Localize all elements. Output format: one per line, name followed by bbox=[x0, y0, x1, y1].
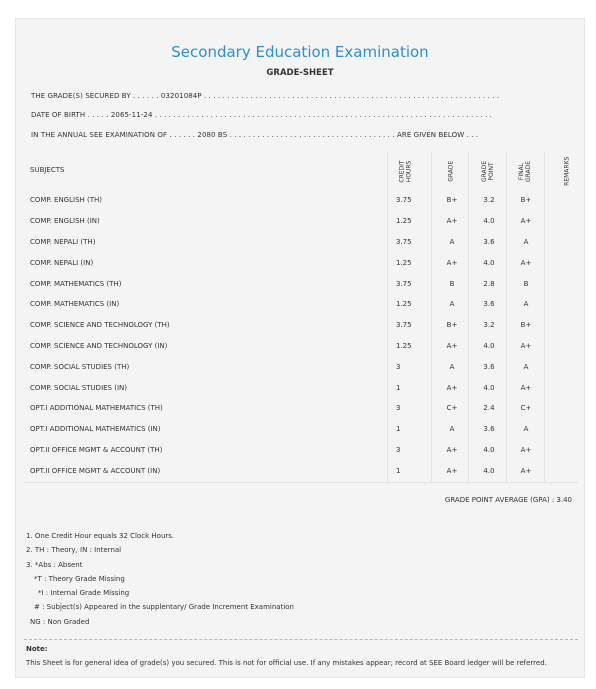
page-title: Secondary Education Examination bbox=[171, 43, 429, 61]
credit-hours-cell: 3.75 bbox=[396, 196, 412, 205]
notes-list bbox=[26, 529, 294, 629]
table-row bbox=[24, 252, 578, 273]
grade-cell: A+ bbox=[446, 341, 458, 350]
header-credit-hours-cell bbox=[399, 154, 413, 188]
symbol-number-line: THE GRADE(S) SECURED BY . . . . . . 03201084P . . . . . . . . . . . . . . . . . . . . . . . . . . . . . . . . . . . . . . . . . . . . . . . . . . . . . . . . . . . . . . . . bbox=[31, 92, 500, 100]
final-grade-cell: A bbox=[523, 300, 529, 309]
grade-cell: B+ bbox=[446, 196, 458, 205]
table-row bbox=[24, 419, 578, 440]
final-grade-cell: A bbox=[523, 425, 529, 434]
credit-hours-cell: 3 bbox=[396, 445, 401, 454]
credit-hours-cell: 3.75 bbox=[396, 321, 412, 330]
note-item: NG : Non Graded bbox=[30, 617, 90, 626]
subject-cell: COMP. ENGLISH (IN) bbox=[30, 217, 100, 226]
subject-cell: COMP. SOCIAL STUDIES (IN) bbox=[30, 383, 127, 392]
credit-hours-cell: 3 bbox=[396, 362, 401, 371]
note-item: 1. One Credit Hour equals 32 Clock Hours. bbox=[26, 532, 175, 540]
grade-point-cell: 4.0 bbox=[483, 217, 495, 226]
footer-note-text: This Sheet is for general idea of grade(s) you secured. This is not for official use. If any mistakes appear; record at SEE Board ledger will be referred. bbox=[26, 659, 547, 667]
final-grade-cell: A bbox=[523, 237, 529, 246]
grade-cell: A+ bbox=[446, 445, 458, 454]
grade-table bbox=[24, 152, 578, 481]
grade-point-cell: 3.6 bbox=[483, 362, 495, 371]
subject-cell: OPT.I ADDITIONAL MATHEMATICS (TH) bbox=[30, 404, 163, 413]
grade-cell: B+ bbox=[446, 321, 458, 330]
note-item: # : Subject(s) Appeared in the supplentary/ Grade Increment Examination bbox=[34, 603, 294, 612]
table-row bbox=[24, 398, 578, 419]
subject-cell: COMP. MATHEMATICS (IN) bbox=[30, 300, 120, 309]
header-credit-hours: CREDIT HOURS bbox=[398, 159, 412, 183]
grade-point-cell: 3.2 bbox=[483, 196, 495, 205]
grade-point-cell: 3.6 bbox=[483, 300, 495, 309]
note-item: *I : Internal Grade Missing bbox=[38, 589, 130, 598]
header-subjects: SUBJECTS bbox=[30, 166, 65, 174]
header-grade: GRADE bbox=[447, 160, 455, 182]
grade-point-cell: 2.4 bbox=[483, 404, 495, 413]
final-grade-cell: A+ bbox=[520, 258, 532, 267]
header-grade-point-cell bbox=[482, 154, 496, 188]
date-of-birth-line: DATE OF BIRTH . . . . . 2065-11-24 . . . . . . . . . . . . . . . . . . . . . . . . . . . . . . . . . . . . . . . . . . . . . . . . . . . . . . . . . . . . . . . . . . . . . . . . . bbox=[31, 111, 492, 119]
table-row bbox=[24, 440, 578, 461]
page-subtitle: GRADE-SHEET bbox=[266, 68, 334, 78]
header-final-grade-cell bbox=[519, 154, 533, 188]
final-grade-cell: B bbox=[523, 279, 529, 288]
table-row bbox=[24, 315, 578, 336]
header-final-grade: FINAL GRADE bbox=[518, 160, 533, 182]
note-item: 2. TH : Theory, IN : Internal bbox=[26, 546, 122, 555]
credit-hours-cell: 1 bbox=[396, 383, 401, 392]
final-grade-cell: A bbox=[523, 362, 529, 371]
examination-line: IN THE ANNUAL SEE EXAMINATION OF . . . . . . 2080 BS . . . . . . . . . . . . . . . . . . . . . . . . . . . . . . . . . . . . ARE GIVEN BELOW . . . bbox=[31, 131, 479, 139]
header-remarks-cell bbox=[561, 154, 575, 188]
grade-cell: A+ bbox=[446, 383, 458, 392]
final-grade-cell: A+ bbox=[520, 445, 532, 454]
final-grade-cell: B+ bbox=[520, 321, 532, 330]
grade-cell: A bbox=[449, 362, 455, 371]
grade-point-cell: 4.0 bbox=[483, 445, 495, 454]
table-row bbox=[24, 190, 578, 211]
subject-cell: OPT.I ADDITIONAL MATHEMATICS (IN) bbox=[30, 425, 161, 434]
credit-hours-cell: 3.75 bbox=[396, 237, 412, 246]
final-grade-cell: A+ bbox=[520, 341, 532, 350]
final-grade-cell: A+ bbox=[520, 383, 532, 392]
subject-cell: COMP. NEPALI (TH) bbox=[30, 237, 96, 246]
grade-cell: B bbox=[449, 279, 455, 288]
final-grade-cell: B+ bbox=[520, 196, 532, 205]
subject-cell: OPT.II OFFICE MGMT & ACCOUNT (IN) bbox=[30, 466, 161, 475]
grade-cell: A bbox=[449, 425, 455, 434]
credit-hours-cell: 1.25 bbox=[396, 217, 412, 226]
subject-cell: COMP. NEPALI (IN) bbox=[30, 258, 94, 267]
table-row bbox=[24, 356, 578, 377]
header-remarks: REMARKS bbox=[563, 156, 571, 186]
grade-point-cell: 4.0 bbox=[483, 466, 495, 475]
table-row bbox=[24, 294, 578, 315]
footer-note-label: Note: bbox=[26, 645, 48, 653]
grade-cell: A+ bbox=[446, 258, 458, 267]
grade-cell: A+ bbox=[446, 466, 458, 475]
grade-point-cell: 4.0 bbox=[483, 258, 495, 267]
table-row bbox=[24, 273, 578, 294]
grade-point-cell: 3.6 bbox=[483, 425, 495, 434]
credit-hours-cell: 1.25 bbox=[396, 341, 412, 350]
table-body bbox=[24, 190, 578, 481]
credit-hours-cell: 1.25 bbox=[396, 258, 412, 267]
credit-hours-cell: 3.75 bbox=[396, 279, 412, 288]
table-row bbox=[24, 232, 578, 253]
grade-point-cell: 3.6 bbox=[483, 237, 495, 246]
final-grade-cell: A+ bbox=[520, 217, 532, 226]
dashed-divider bbox=[24, 639, 578, 640]
final-grade-cell: A+ bbox=[520, 466, 532, 475]
grade-cell: C+ bbox=[446, 404, 458, 413]
gpa-section bbox=[24, 482, 578, 517]
credit-hours-cell: 1 bbox=[396, 425, 401, 434]
table-header bbox=[24, 152, 578, 190]
subject-cell: COMP. SOCIAL STUDIES (TH) bbox=[30, 362, 130, 371]
table-row bbox=[24, 377, 578, 398]
grade-sheet bbox=[15, 18, 585, 678]
final-grade-cell: C+ bbox=[520, 404, 532, 413]
grade-point-cell: 3.2 bbox=[483, 321, 495, 330]
table-row bbox=[24, 211, 578, 232]
grade-cell: A bbox=[449, 237, 455, 246]
note-item: *T : Theory Grade Missing bbox=[34, 574, 125, 583]
header-grade-cell bbox=[445, 154, 459, 188]
grade-point-cell: 4.0 bbox=[483, 341, 495, 350]
table-row bbox=[24, 336, 578, 357]
subject-cell: COMP. MATHEMATICS (TH) bbox=[30, 279, 122, 288]
credit-hours-cell: 1.25 bbox=[396, 300, 412, 309]
grade-cell: A bbox=[449, 300, 455, 309]
subject-cell: COMP. SCIENCE AND TECHNOLOGY (IN) bbox=[30, 341, 168, 350]
grade-point-cell: 2.8 bbox=[483, 279, 495, 288]
header-grade-point: GRADE POINT bbox=[481, 160, 495, 182]
note-item: 3. *Abs : Absent bbox=[26, 560, 83, 569]
grade-cell: A+ bbox=[446, 217, 458, 226]
subject-cell: COMP. ENGLISH (TH) bbox=[30, 196, 102, 205]
subject-cell: OPT.II OFFICE MGMT & ACCOUNT (TH) bbox=[30, 445, 163, 454]
grade-point-cell: 4.0 bbox=[483, 383, 495, 392]
subject-cell: COMP. SCIENCE AND TECHNOLOGY (TH) bbox=[30, 321, 170, 330]
credit-hours-cell: 1 bbox=[396, 466, 401, 475]
gpa-value: GRADE POINT AVERAGE (GPA) : 3.40 bbox=[444, 496, 572, 504]
table-row bbox=[24, 460, 578, 481]
credit-hours-cell: 3 bbox=[396, 404, 401, 413]
